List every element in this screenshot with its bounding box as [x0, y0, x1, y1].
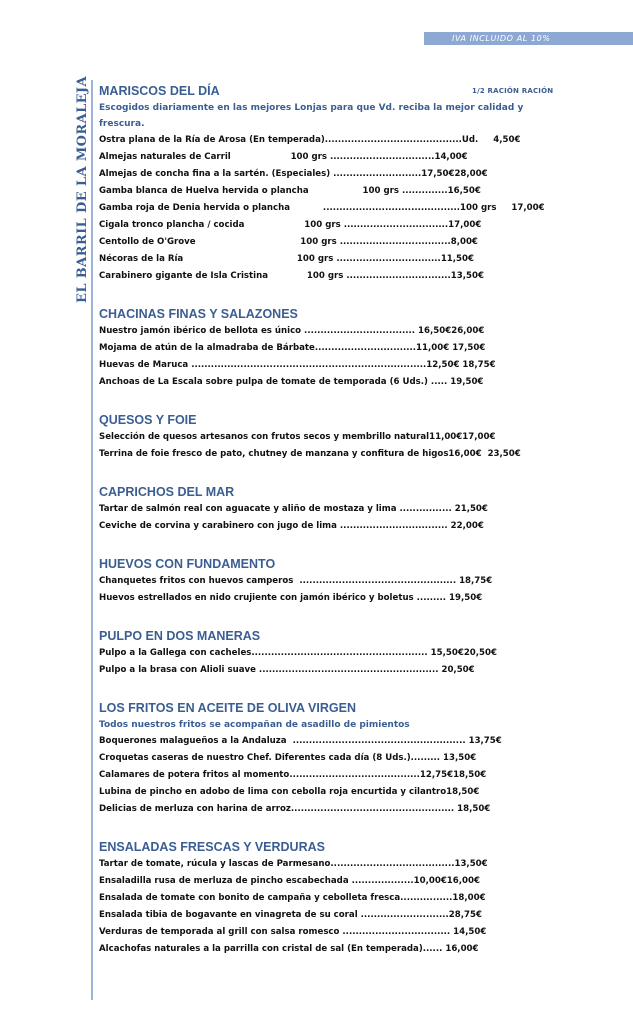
menu-item: Gamba blanca de Huelva hervida o plancha 100 grs ..............16,50€: [99, 186, 481, 196]
menu-item: Cigala tronco plancha / cocida 100 grs ................................17,00€: [99, 220, 482, 230]
menu-item: Ceviche de corvina y carabinero con jugo de lima ................................. 22,00€: [99, 521, 484, 531]
menu-item: Huevas de Maruca ........................................................................12,50€ 18,75€: [99, 360, 496, 370]
section-title: LOS FRITOS EN ACEITE DE OLIVA VIRGEN: [99, 701, 356, 715]
menu-item: Nécoras de la Ría 100 grs ................................11,50€: [99, 254, 474, 264]
menu-item: Nuestro jamón ibérico de bellota es único .................................. 16,50€26,00€: [99, 326, 485, 336]
price-column-headers: 1/2 RACIÓN RACIÓN: [472, 87, 554, 95]
section-caprichos: [99, 483, 633, 535]
menu-item: Centollo de O'Grove 100 grs ..................................8,00€: [99, 237, 478, 247]
section-title: ENSALADAS FRESCAS Y VERDURAS: [99, 840, 325, 854]
menu-content: [99, 82, 633, 958]
menu-item: Huevos estrellados en nido crujiente con jamón ibérico y boletus ......... 19,50€: [99, 593, 483, 603]
menu-item: Gamba roja de Denia hervida o plancha ..........................................100 grs 17,00€: [99, 203, 545, 213]
menu-item: Tartar de salmón real con aguacate y aliño de mostaza y lima ................ 21,50€: [99, 504, 488, 514]
menu-item: Delicias de merluza con harina de arroz.................................................. 18,50€: [99, 804, 491, 814]
section-title: MARISCOS DEL DÍA: [99, 84, 220, 98]
menu-item: Pulpo a la Gallega con cacheles...................................................... 15,50€20,50€: [99, 648, 497, 658]
section-subtitle: Todos nuestros fritos se acompañan de asadillo de pimientos: [99, 720, 410, 730]
menu-item: Almejas de concha fina a la sartén. (Especiales) ...........................17,50€28,00€: [99, 169, 488, 179]
iva-included-banner: IVA INCLUIDO AL 10%: [424, 32, 633, 45]
menu-item: Anchoas de La Escala sobre pulpa de tomate de temporada (6 Uds.) ..... 19,50€: [99, 377, 484, 387]
section-quesos: [99, 411, 633, 463]
menu-item: Terrina de foie fresco de pato, chutney de manzana y confitura de higos16,00€ 23,50€: [99, 449, 521, 459]
menu-item: Ostra plana de la Ría de Arosa (En temperada)..........................................Ud. 4,50€: [99, 135, 521, 145]
menu-item: Calamares de potera fritos al momento........................................12,75€18,50€: [99, 770, 487, 780]
section-title: QUESOS Y FOIE: [99, 413, 197, 427]
menu-item: Tartar de tomate, rúcula y lascas de Parmesano......................................13,50€: [99, 859, 488, 869]
menu-item: Verduras de temporada al grill con salsa romesco ................................. 14,50€: [99, 927, 487, 937]
menu-item: Almejas naturales de Carril 100 grs ................................14,00€: [99, 152, 468, 162]
menu-item: Ensalada de tomate con bonito de campaña y cebolleta fresca................18,00€: [99, 893, 486, 903]
menu-item: Ensalada tibia de bogavante en vinagreta de su coral ...........................28,75€: [99, 910, 482, 920]
section-title: HUEVOS CON FUNDAMENTO: [99, 557, 276, 571]
menu-item: Selección de quesos artesanos con frutos secos y membrillo natural11,00€17,00€: [99, 432, 496, 442]
menu-item: Alcachofas naturales a la parrilla con cristal de sal (En temperada)...... 16,00€: [99, 944, 479, 954]
section-subtitle: Escogidos diariamente en las mejores Lonjas para que Vd. reciba la mejor calidad y frescura.: [99, 103, 524, 129]
menu-item: Mojama de atún de la almadraba de Bárbate...............................11,00€ 17,50€: [99, 343, 486, 353]
section-title: PULPO EN DOS MANERAS: [99, 629, 261, 643]
menu-item: Boquerones malagueños a la Andaluza ..................................................... 13,75€: [99, 736, 502, 746]
section-fritos: [99, 699, 633, 818]
menu-item: Ensaladilla rusa de merluza de pincho escabechada ...................10,00€16,00€: [99, 876, 480, 886]
side-divider-line: [91, 80, 93, 1000]
section-huevos: [99, 555, 633, 607]
section-mariscos: [99, 82, 633, 285]
menu-item: Lubina de pincho en adobo de lima con cebolla roja encurtida y cilantro18,50€: [99, 787, 480, 797]
section-ensaladas: [99, 838, 633, 958]
section-pulpo: [99, 627, 633, 679]
section-header: [99, 82, 633, 100]
section-chacinas: [99, 305, 633, 391]
menu-item: Carabinero gigante de Isla Cristina 100 grs ................................13,50€: [99, 271, 484, 281]
restaurant-name-vertical: [72, 75, 92, 303]
section-title: CHACINAS FINAS Y SALAZONES: [99, 307, 298, 321]
restaurant-name-text: EL BARRIL DE LA MORALEJA: [74, 75, 90, 303]
menu-item: Chanquetes fritos con huevos camperos ................................................ 18,75€: [99, 576, 493, 586]
menu-item: Croquetas caseras de nuestro Chef. Diferentes cada día (8 Uds.)......... 13,50€: [99, 753, 477, 763]
menu-item: Pulpo a la brasa con Alioli suave ....................................................... 20,50€: [99, 665, 475, 675]
section-title: CAPRICHOS DEL MAR: [99, 485, 235, 499]
